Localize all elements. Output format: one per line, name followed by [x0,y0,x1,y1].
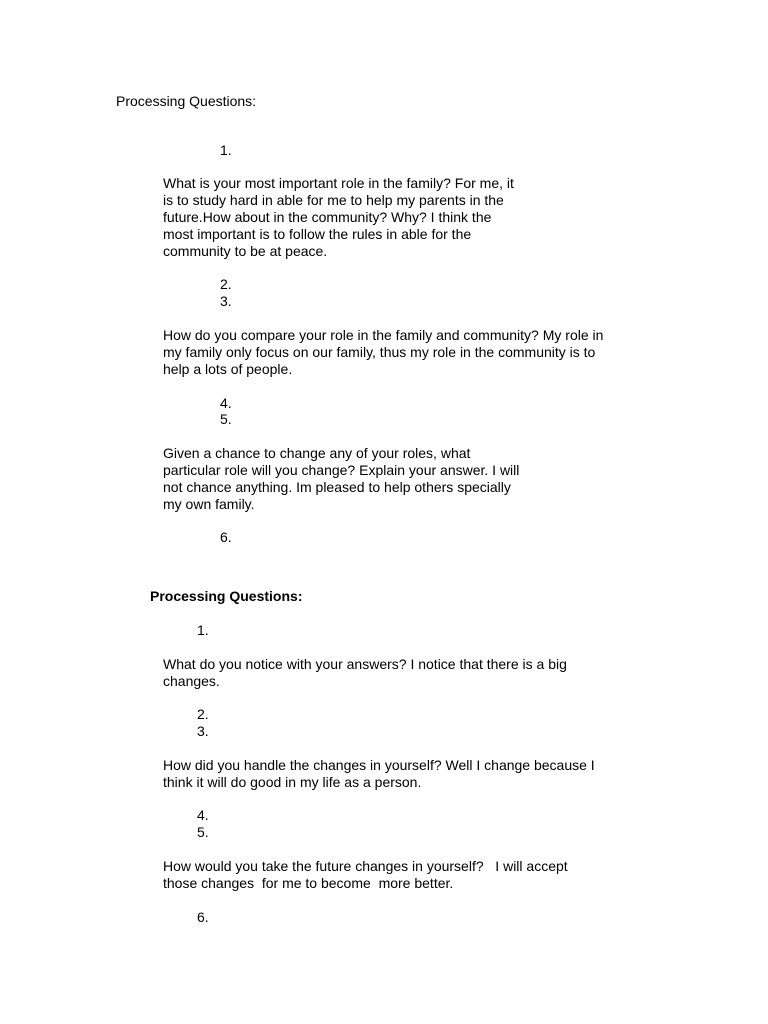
answer-paragraph-2 [163,327,603,378]
answer-line: my own family. [163,496,255,512]
answer-line: most important is to follow the rules in able for the [163,226,472,242]
answer-line: How did you handle the changes in yourself? Well I change because I [163,757,595,773]
list-marker-4: 4. [220,395,232,411]
answer-line: particular role will you change? Explain your answer. I will [163,462,520,478]
answer-line: How would you take the future changes in yourself? I will accept [163,858,568,874]
answer-line: help a lots of people. [163,361,293,377]
answer-line: What do you notice with your answers? I notice that there is a big [163,656,567,672]
answer-line: Given a chance to change any of your roles, what [163,445,471,461]
answer-line: community to be at peace. [163,243,328,259]
list-marker-2: 2. [220,276,232,292]
answer-paragraph-1 [163,175,514,260]
list-marker-6: 6. [197,909,209,925]
list-marker-5: 5. [220,411,232,427]
answer-paragraph-3 [163,445,519,513]
answer-line: not chance anything. Im pleased to help others specially [163,479,511,495]
answer-paragraph-1 [163,656,567,690]
list-marker-3: 3. [220,293,232,309]
list-marker-4: 4. [197,807,209,823]
answer-line: What is your most important role in the family? For me, it [163,175,514,191]
answer-line: those changes for me to become more better. [163,875,454,891]
answer-line: is to study hard in able for me to help my parents in the [163,192,504,208]
answer-line: my family only focus on our family, thus my role in the community is to [163,344,596,360]
answer-paragraph-2 [163,757,595,791]
section-2-heading: Processing Questions: [150,588,303,604]
list-marker-3: 3. [197,723,209,739]
list-marker-5: 5. [197,824,209,840]
answer-line: future.How about in the community? Why? I think the [163,209,492,225]
section-1-heading: Processing Questions: [116,93,257,109]
answer-line: think it will do good in my life as a person. [163,774,422,790]
answer-line: changes. [163,673,220,689]
list-marker-6: 6. [220,529,232,545]
answer-paragraph-3 [163,858,568,892]
answer-line: How do you compare your role in the family and community? My role in [163,327,604,343]
list-marker-2: 2. [197,706,209,722]
list-marker-1: 1. [197,622,209,638]
list-marker-1: 1. [220,142,232,158]
